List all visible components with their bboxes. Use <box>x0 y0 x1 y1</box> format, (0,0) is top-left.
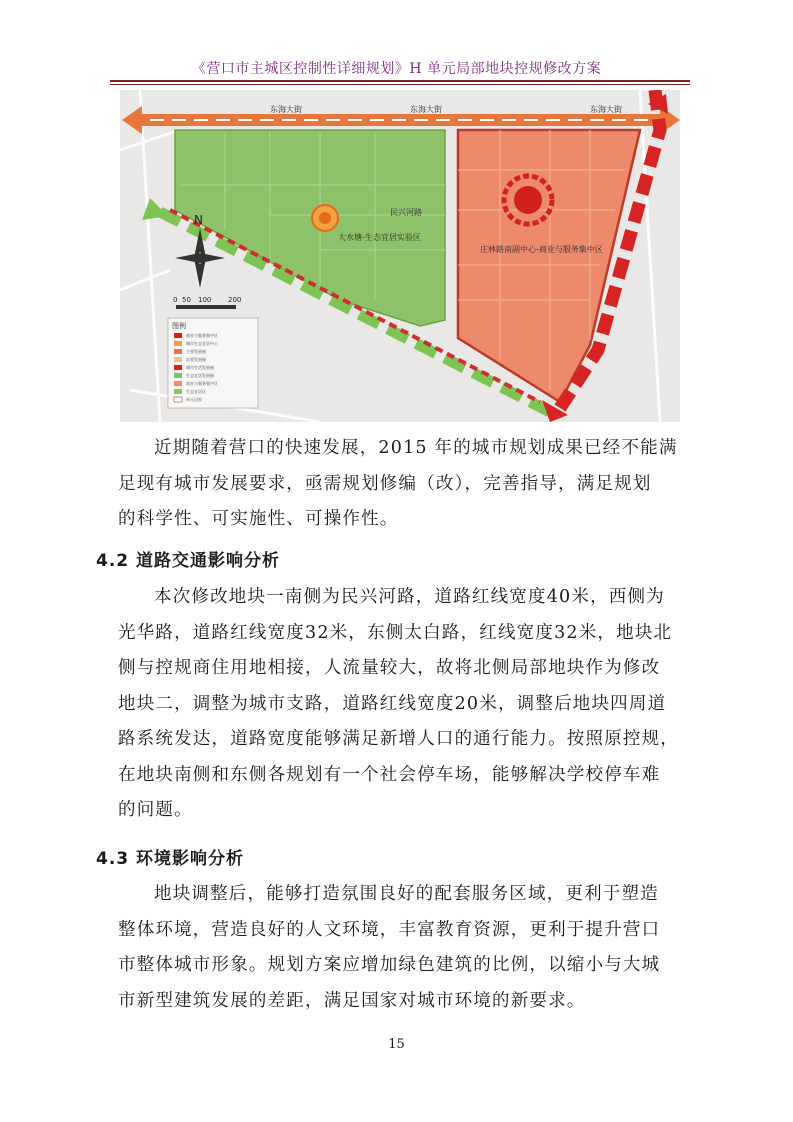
svg-text:100: 100 <box>198 296 212 304</box>
heading-4-3: 4.3 环境影响分析 <box>96 849 245 869</box>
header-rule-thin <box>110 84 690 85</box>
svg-text:生态宜居区: 生态宜居区 <box>186 389 206 394</box>
map-legend <box>168 318 258 408</box>
svg-text:生态宜居发展轴: 生态宜居发展轴 <box>186 373 214 378</box>
paragraph-2 <box>118 580 688 829</box>
page-number: 15 <box>388 1037 405 1052</box>
svg-text:城市生态宜居中心: 城市生态宜居中心 <box>186 341 218 346</box>
road-label-2: 东海大街 <box>410 105 442 114</box>
svg-text:50: 50 <box>182 296 191 304</box>
paragraph-3 <box>118 877 688 1019</box>
paragraph-1 <box>118 431 688 538</box>
road-label-3: 东海大街 <box>590 105 622 114</box>
svg-text:次要发展轴: 次要发展轴 <box>186 357 206 362</box>
svg-text:商业与服务集中区: 商业与服务集中区 <box>186 381 218 386</box>
svg-text:商业与服务集中区: 商业与服务集中区 <box>186 333 218 338</box>
para2-line-3: 侧与控规商住用地相接，人流量较大，故将北侧局部地块作为修改 <box>118 658 661 678</box>
minxing-road-label: 民兴河路 <box>390 208 422 217</box>
para1-line-3: 的科学性、可实施性、可操作性。 <box>118 509 399 529</box>
para2-line-5: 路系统发达，道路宽度能够满足新增人口的通行能力。按照原控规， <box>118 729 679 749</box>
para2-line-4: 地块二，调整为城市支路，道路红线宽度20米，调整后地块四周道 <box>118 693 667 714</box>
svg-text:单元边界: 单元边界 <box>186 397 202 402</box>
svg-text:主要发展轴: 主要发展轴 <box>186 349 206 354</box>
para1-line-1: 近期随着营口的快速发展，2015 年的城市规划成果已经不能满 <box>154 438 678 458</box>
svg-text:城市生活发展轴: 城市生活发展轴 <box>186 365 214 370</box>
header-rule <box>110 80 690 82</box>
planning-map-figure <box>120 90 680 422</box>
svg-text:200: 200 <box>228 296 242 304</box>
heading-4-2: 4.2 道路交通影响分析 <box>96 551 281 571</box>
para3-line-2: 整体环境，营造良好的人文环境，丰富教育资源，更利于提升营口 <box>118 919 661 940</box>
svg-text:图例: 图例 <box>172 322 186 330</box>
para2-line-7: 的问题。 <box>118 800 193 820</box>
road-label-1: 东海大街 <box>270 105 302 114</box>
para3-line-1: 地块调整后，能够打造氛围良好的配套服务区域，更利于塑造 <box>154 884 659 904</box>
svg-text:0: 0 <box>173 296 178 304</box>
para2-line-2: 光华路，道路红线宽度32米，东侧太白路，红线宽度32米，地块北 <box>118 622 673 643</box>
red-zone-label: 庄林路南副中心-商业与服务集中区 <box>480 245 603 254</box>
para3-line-4: 市新型建筑发展的差距，满足国家对城市环境的新要求。 <box>118 990 586 1011</box>
page-header-title: 《营口市主城区控制性详细规划》H 单元局部地块控规修改方案 <box>191 61 602 77</box>
para2-line-1: 本次修改地块一南侧为民兴河路，道路红线宽度40米，西侧为 <box>154 587 665 607</box>
para3-line-3: 市整体城市形象。规划方案应增加绿色建筑的比例，以缩小与大城 <box>118 955 661 975</box>
green-center-marker <box>312 205 338 231</box>
para1-line-2: 足现有城市发展要求，亟需规划修编（改），完善指导，满足规划 <box>118 473 652 494</box>
para2-line-6: 在地块南侧和东侧各规划有一个社会停车场，能够解决学校停车难 <box>118 764 661 785</box>
green-zone-label: 大水塘-生态宜居实验区 <box>338 233 421 242</box>
scale-bar <box>173 296 241 309</box>
svg-text:N: N <box>194 213 203 227</box>
